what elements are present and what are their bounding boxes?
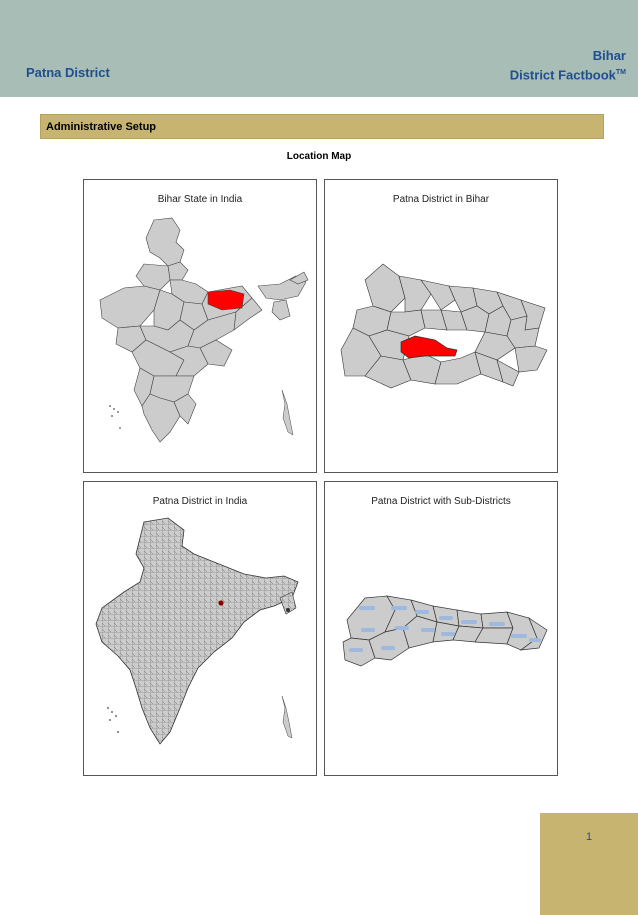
factbook-brand (510, 47, 626, 83)
section-header (40, 114, 604, 139)
bihar-districts-map (325, 180, 559, 474)
district-name: Patna District (26, 65, 110, 80)
map-panel-title: Patna District in India (152, 496, 248, 507)
map-panel-patna-subdistricts (324, 481, 558, 776)
location-map-title: Location Map (286, 151, 352, 162)
trademark-mark: TM (615, 69, 626, 76)
map-panel-title: Bihar State in India (157, 194, 243, 205)
india-districts-map (84, 482, 318, 777)
patna-marker (218, 600, 223, 605)
factbook-title: District Factbook™ (509, 67, 626, 83)
page-number-box (540, 813, 638, 915)
section-title: Administrative Setup (46, 121, 157, 133)
map-panel-patna-in-india (83, 481, 317, 776)
state-name: Bihar (592, 48, 626, 63)
patna-subdistricts-map (325, 482, 559, 777)
india-states-map (84, 180, 318, 474)
page-header (0, 0, 638, 97)
patna-highlight (401, 336, 457, 358)
map-panel-bihar-in-india (83, 179, 317, 473)
map-panel-patna-in-bihar (324, 179, 558, 473)
map-panel-title: Patna District in Bihar (392, 194, 490, 205)
page-number: 1 (585, 831, 593, 843)
map-panel-title: Patna District with Sub-Districts (371, 496, 511, 507)
